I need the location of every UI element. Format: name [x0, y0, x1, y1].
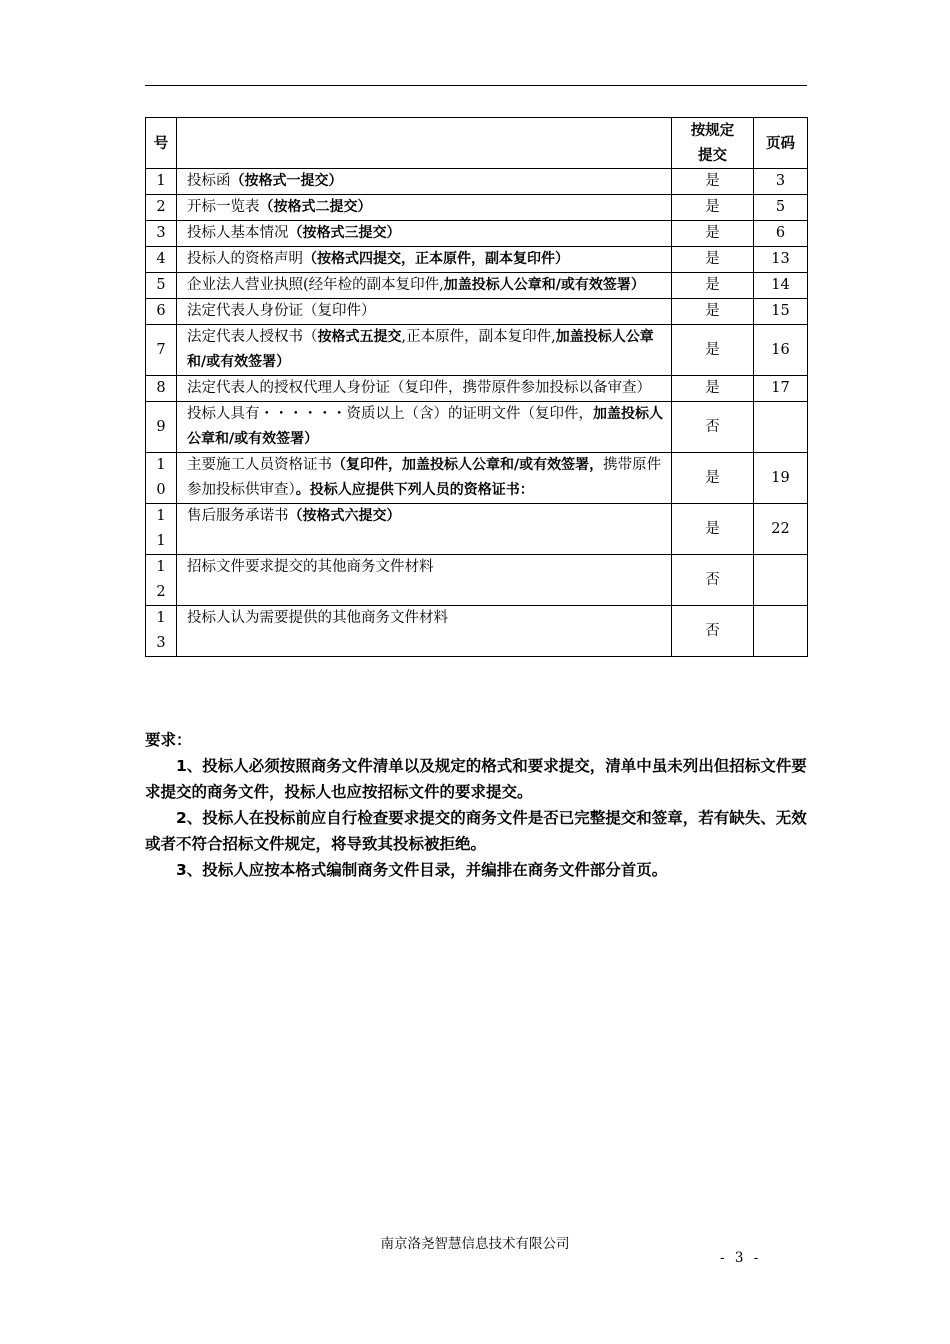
table-row: 1 2 招标文件要求提交的其他商务文件材料 否	[146, 555, 808, 606]
table-header-row	[146, 118, 808, 169]
table-row: 6 法定代表人身份证（复印件） 是 15	[146, 299, 808, 325]
footer-company-name: 南京洛尧智慧信息技术有限公司	[380, 1236, 570, 1252]
table-row: 7 法定代表人授权书（按格式五提交,正本原件，副本复印件,加盖投标人公章和/或有效签署） 是 16	[146, 325, 808, 376]
requirements-title: 要求：	[145, 731, 192, 749]
table-row: 1 1 售后服务承诺书（按格式六提交） 是 22	[146, 504, 808, 555]
table-row: 3 投标人基本情况（按格式三提交） 是 6	[146, 221, 808, 247]
table-row: 1 0 主要施工人员资格证书（复印件，加盖投标人公章和/或有效签署，携带原件参加投标供审查）。投标人应提供下列人员的资格证书： 是 19	[146, 453, 808, 504]
table-row: 9 投标人具有・・・・・・资质以上（含）的证明文件（复印件，加盖投标人公章和/或有效签署） 否	[146, 402, 808, 453]
header-page: 页码	[754, 118, 808, 169]
header-rule	[145, 85, 807, 86]
header-submit: 按规定 提交	[672, 118, 754, 169]
requirements-section	[145, 727, 807, 883]
table-row: 1 3 投标人认为需要提供的其他商务文件材料 否	[146, 606, 808, 657]
page-number: - 3 -	[720, 1250, 762, 1266]
header-num: 号	[146, 118, 177, 169]
header-item	[177, 118, 672, 169]
table-row: 5 企业法人营业执照(经年检的副本复印件,加盖投标人公章和/或有效签署） 是 14	[146, 273, 808, 299]
requirement-item: 1、投标人必须按照商务文件清单以及规定的格式和要求提交，清单中虽未列出但招标文件要求提交的商务文件，投标人也应按招标文件的要求提交。	[145, 757, 807, 801]
table-row: 4 投标人的资格声明（按格式四提交，正本原件，副本复印件） 是 13	[146, 247, 808, 273]
table-row: 8 法定代表人的授权代理人身份证（复印件，携带原件参加投标以备审查） 是 17	[146, 376, 808, 402]
table-row: 1 投标函（按格式一提交） 是 3	[146, 169, 808, 195]
requirement-item: 2、投标人在投标前应自行检查要求提交的商务文件是否已完整提交和签章，若有缺失、无效或者不符合招标文件规定，将导致其投标被拒绝。	[145, 809, 807, 853]
requirement-item: 3、投标人应按本格式编制商务文件目录，并编排在商务文件部分首页。	[176, 861, 668, 879]
business-documents-table	[145, 117, 808, 657]
table-row: 2 开标一览表（按格式二提交） 是 5	[146, 195, 808, 221]
